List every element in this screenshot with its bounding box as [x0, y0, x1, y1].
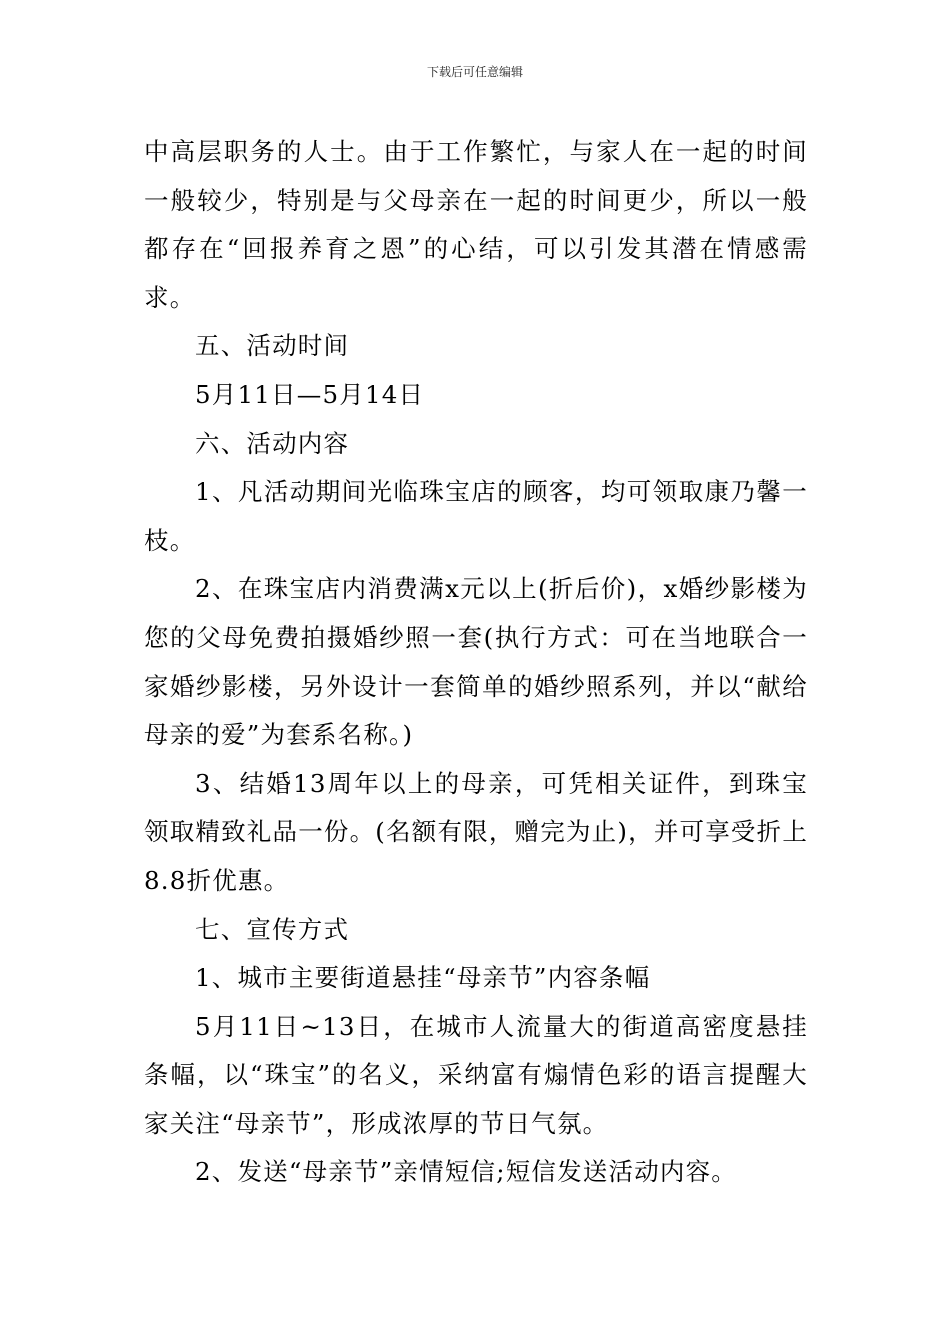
- paragraph-activity-dates: 5月11日—5月14日: [195, 379, 425, 409]
- paragraph-content-item-1: 1、凡活动期间光临珠宝店的顾客，均可领取康乃馨一枝。: [144, 477, 808, 555]
- section-heading-activity-content: 六、活动内容: [195, 428, 350, 458]
- paragraph-content-item-3: 3、结婚13周年以上的母亲，可凭相关证件，到珠宝领取精致礼品一份。(名额有限，赠完为止)，并可享受折上8.8折优惠。: [144, 768, 809, 895]
- paragraph-promotion-item-1: 1、城市主要街道悬挂“母亲节”内容条幅: [195, 963, 651, 993]
- section-heading-promotion: 七、宣传方式: [195, 914, 350, 944]
- paragraph-audience-continued: 中高层职务的人士。由于工作繁忙，与家人在一起的时间一般较少，特别是与父母亲在一起的时间更少，所以一般都存在“回报养育之恩”的心结，可以引发其潜在情感需求。: [144, 137, 808, 312]
- paragraph-content-item-2: 2、在珠宝店内消费满x元以上(折后价)，x婚纱影楼为您的父母免费拍摄婚纱照一套(执行方式：可在当地联合一家婚纱影楼，另外设计一套简单的婚纱照系列，并以“献给母亲的爱”为套系名称。): [144, 574, 808, 750]
- paragraph-promotion-item-2: 2、发送“母亲节”亲情短信;短信发送活动内容。: [195, 1157, 737, 1187]
- page-header: 下载后可任意编辑: [426, 65, 523, 79]
- section-heading-activity-time: 五、活动时间: [195, 331, 350, 361]
- paragraph-promotion-banner-detail: 5月11日~13日，在城市人流量大的街道高密度悬挂条幅，以“珠宝”的名义，采纳富有煽情色彩的语言提醒大家关注“母亲节”，形成浓厚的节日气氛。: [144, 1011, 808, 1138]
- document-body: [144, 128, 808, 1197]
